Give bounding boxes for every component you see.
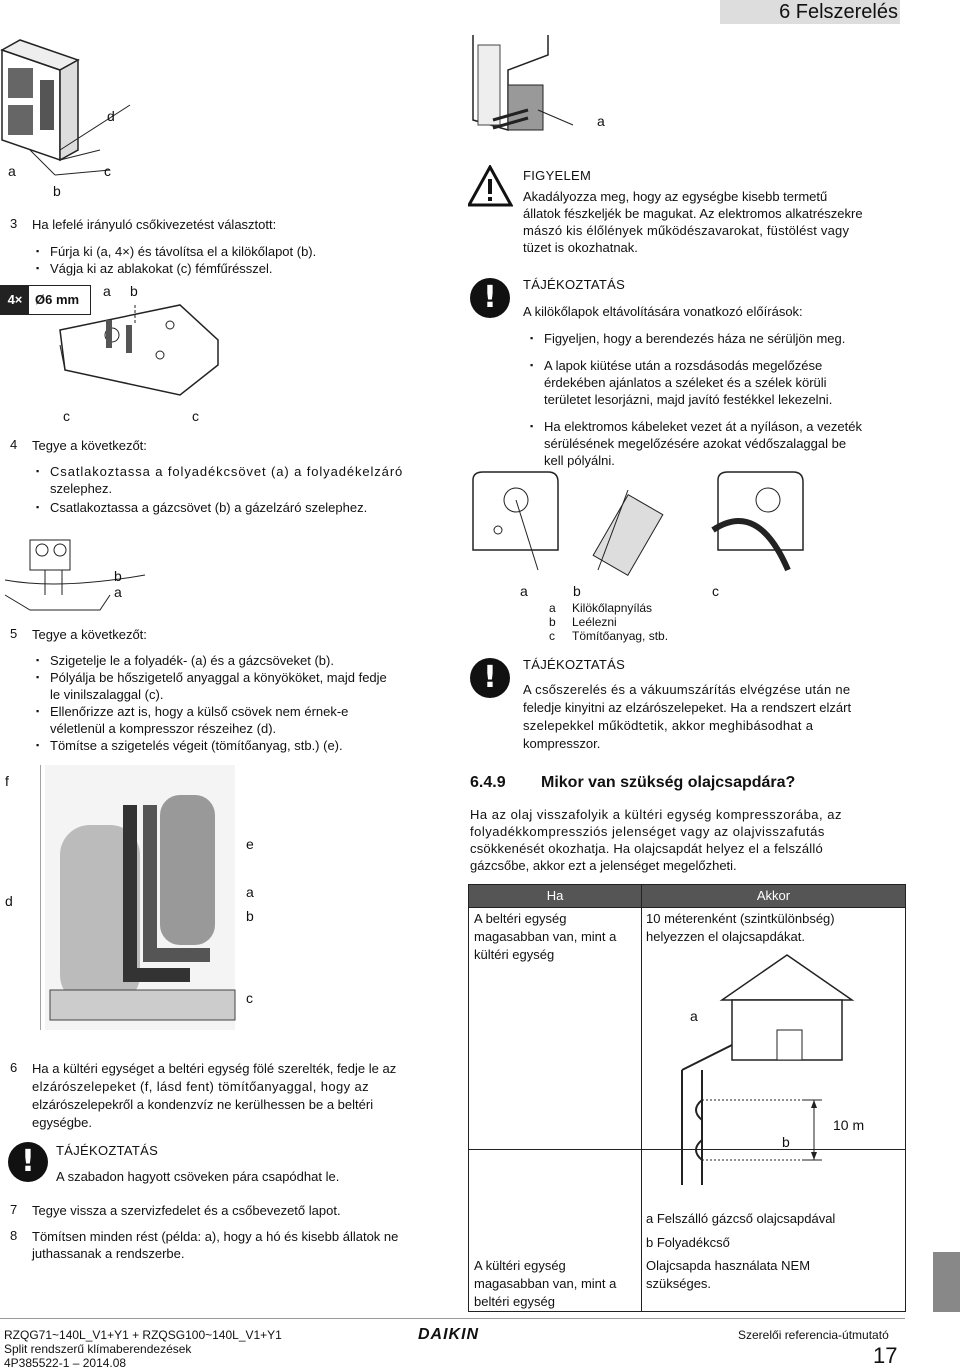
fig4-label-e: e — [246, 836, 254, 852]
footer-model: RZQG71~140L_V1+Y1 + RZQSG100~140L_V1+Y1 — [4, 1328, 282, 1342]
section-title: 6 Felszerelés — [779, 1, 898, 23]
fig1-label-c: c — [104, 163, 111, 179]
info-1-bullet-1: ▪ Figyeljen, hogy a berendezés háza ne sérüljön meg. — [544, 330, 845, 347]
row2-if-line-1: A kültéri egység — [474, 1258, 566, 1273]
fig4-label-a: a — [246, 884, 254, 900]
page-side-tab — [933, 1252, 960, 1312]
row1-if-line-3: kültéri egység — [474, 947, 555, 962]
knock-label-c: c — [712, 583, 719, 599]
info-1-bullet-3-line-2: sérülésének megelőzésére azokat védőszalaggal be — [544, 436, 847, 451]
oil-fig-label-a: a — [690, 1008, 698, 1024]
para-line-2: folyadékkompressziós jelenséget vagy az olajvisszafutás — [470, 824, 825, 839]
footer-doc-title: Szerelői referencia-útmutató — [738, 1328, 889, 1342]
step-5-line-6: ▪ Tömítse a szigetelés végeit (tömítőanyag, stb.) (e). — [50, 737, 343, 754]
para-line-4: gázcsőbe, akkor ezt a jelenséget megelőzheti. — [470, 858, 737, 873]
fig-top-label-a: a — [597, 113, 605, 129]
step-5-line-1: ▪ Szigetelje le a folyadék- (a) és a gázcsöveket (b). — [50, 652, 334, 669]
valve-connection-figure — [0, 535, 150, 615]
legend-val-c: Tömítőanyag, stb. — [572, 629, 669, 643]
info-1-text: A kilökőlapok eltávolítására vonatkozó előírások: — [523, 304, 803, 319]
step-6-line-1: Ha a kültéri egységet a beltéri egység fölé szerelték, fedje le az — [32, 1061, 397, 1076]
sealing-example-figure — [468, 30, 578, 140]
para-line-3: csökkenését okozhatja. Ha olajcsapdát helyez el a felszálló — [470, 841, 823, 856]
fig1-label-b: b — [53, 183, 61, 199]
step-8-number: 8 — [10, 1228, 18, 1243]
step-6-line-3: elzárószelepekről a kondenzvíz ne kerülhessen be a beltéri — [32, 1097, 374, 1112]
fig1-label-d: d — [107, 108, 115, 124]
fig2-label-c2: c — [192, 408, 199, 424]
legend-val-b: Leélezni — [572, 615, 617, 629]
row2-then-line-2: szükséges. — [646, 1276, 712, 1291]
step-7-text: Tegye vissza a szervizfedelet és a csőbevezető lapot. — [32, 1203, 341, 1218]
footer-series: Split rendszerű klímaberendezések — [4, 1342, 192, 1356]
row1-if-line-2: magasabban van, mint a — [474, 929, 617, 944]
info-3-text: A szabadon hagyott csöveken pára csapódhat le. — [56, 1169, 340, 1184]
step-5-number: 5 — [10, 626, 18, 641]
warning-line-1: Akadályozza meg, hogy az egységbe kisebb termetű — [523, 189, 828, 204]
info-1-bullet-2-line-3: területet lesorjázni, majd javító festékkel lekezelni. — [544, 392, 833, 407]
info-1-bullet-3-line-3: kell pólyálni. — [544, 453, 615, 468]
step-8-line-1: Tömítsen minden rést (példa: a), hogy a hó és kisebb állatok ne — [32, 1229, 399, 1244]
legend-key-a: a — [549, 601, 556, 615]
step-5-line-2: ▪ Pólyálja be hőszigetelő anyaggal a könyököket, majd fedje — [50, 669, 387, 686]
warning-line-2: állatok fészkeljék be magukat. Az elektromos alkatrészekre — [523, 206, 863, 221]
info-1-bullet-2-line-1: ▪ A lapok kiütése után a rozsdásodás megelőzése — [544, 357, 822, 374]
step-6-number: 6 — [10, 1060, 18, 1075]
step-5-line-4: ▪ Ellenőrizze azt is, hogy a külső csövek nem érnek-e — [50, 703, 348, 720]
knock-label-a: a — [520, 583, 528, 599]
base-plate-figure — [40, 300, 220, 405]
unit-knockout-figure — [0, 30, 160, 200]
fig4-label-d: d — [5, 893, 13, 909]
step-4-bullet-1 — [50, 463, 430, 480]
step-4-bullet-1-cont: szelephez. — [50, 481, 113, 496]
header-bar — [0, 0, 960, 24]
fig3-label-a: a — [114, 584, 122, 600]
oil-legend-b: b Folyadékcső — [646, 1235, 730, 1250]
table-header-divider — [469, 907, 905, 908]
fig1-label-a: a — [8, 163, 16, 179]
step-5-line-3: le vinilszalaggal (c). — [50, 687, 164, 702]
knock-label-b: b — [573, 583, 581, 599]
section-number: 6.4.9 — [470, 774, 506, 791]
step-4-bullet-2: ▪ Csatlakoztassa a gázcsövet (b) a gázelzáró szelephez. — [50, 499, 367, 516]
legend-val-a: Kilökőlapnyílás — [572, 601, 653, 615]
info-icon: ! — [470, 658, 510, 698]
oil-fig-label-b: b — [782, 1134, 790, 1150]
step-3-bullet-2: ▪ Vágja ki az ablakokat (c) fémfűrésszel. — [50, 260, 273, 277]
legend-key-b: b — [549, 615, 556, 629]
info-3-title: TÁJÉKOZTATÁS — [56, 1143, 159, 1158]
page-number: 17 — [873, 1343, 898, 1368]
oil-fig-dim: 10 m — [833, 1117, 865, 1133]
info-2-line-3: szelepekkel működtetik, akkor meghibásodhat a — [523, 718, 814, 733]
info-1-bullet-3-line-1: ▪ Ha elektromos kábeleket vezet át a nyíláson, a vezeték — [544, 418, 862, 435]
info-2-line-1: A csőszerelés és a vákuumszárítás elvégzése után ne — [523, 682, 851, 697]
footer-divider — [0, 1318, 905, 1319]
step-3-number: 3 — [10, 216, 18, 231]
table-header-then: Akkor — [642, 885, 905, 907]
step-4-number: 4 — [10, 437, 18, 452]
drill-diameter: Ø6 mm — [35, 292, 80, 307]
footer-brand-logo: DAIKIN — [418, 1326, 480, 1343]
row1-if-line-1: A beltéri egység — [474, 911, 567, 926]
para-line-1: Ha az olaj visszafolyik a kültéri egység kompresszorába, az — [470, 807, 842, 822]
section-heading: Mikor van szükség olajcsapdára? — [541, 774, 796, 791]
info-2-title: TÁJÉKOZTATÁS — [523, 657, 626, 672]
row2-if-line-3: beltéri egység — [474, 1294, 555, 1309]
step-7-number: 7 — [10, 1202, 18, 1217]
row2-if-line-2: magasabban van, mint a — [474, 1276, 617, 1291]
oil-legend-a: a Felszálló gázcső olajcsapdával — [646, 1211, 836, 1226]
legend-key-c: c — [549, 629, 555, 643]
knockout-hole-figure — [468, 470, 808, 580]
row1-then-line-1: 10 méterenként (szintkülönbség) — [646, 911, 835, 926]
info-icon: ! — [8, 1142, 48, 1182]
warning-title: FIGYELEM — [523, 168, 592, 183]
info-1-bullet-2-line-2: érdekében ajánlatos a széleket és a szélek körüli — [544, 375, 827, 390]
info-2-line-2: feledje kinyitni az elzárószelepeket. Ha a rendszert elzárt — [523, 700, 852, 715]
fig4-label-c: c — [246, 990, 253, 1006]
fig4-label-f: f — [5, 773, 9, 789]
drill-qty: 4× — [1, 286, 29, 314]
table-header-if: Ha — [469, 885, 641, 907]
step-6-line-2: elzárószelepeket (f, lásd fent) tömítőanyaggal, hogy az — [32, 1079, 370, 1094]
warning-line-3: mászó kis élőlények működészavarokat, füstölést vagy — [523, 223, 850, 238]
info-1-title: TÁJÉKOZTATÁS — [523, 277, 626, 292]
step-4-bullet-1-text: ▪ Csatlakoztassa a folyadékcsövet (a) a folyadékelzáró — [50, 464, 404, 479]
step-3-text: Ha lefelé irányuló csőkivezetést választott: — [32, 217, 277, 232]
step-3-bullet-1: ▪ Fúrja ki (a, 4×) és távolítsa el a kilökőlapot (b). — [50, 243, 316, 260]
step-5-text: Tegye a következőt: — [32, 627, 147, 642]
info-icon: ! — [470, 278, 510, 318]
fig4-label-b: b — [246, 908, 254, 924]
info-2-line-4: kompresszor. — [523, 736, 601, 751]
row1-then-line-2: helyezzen el olajcsapdákat. — [646, 929, 805, 944]
row2-then-line-1: Olajcsapda használata NEM — [646, 1258, 811, 1273]
fig2-label-b: b — [130, 283, 138, 299]
step-4-text: Tegye a következőt: — [32, 438, 147, 453]
fig2-label-c1: c — [63, 408, 70, 424]
oil-trap-figure — [642, 950, 902, 1210]
step-8-line-2: juthassanak a rendszerbe. — [32, 1246, 185, 1261]
step-5-line-5: véletlenül a kompresszor részeihez (d). — [50, 721, 277, 736]
fig2-label-a: a — [103, 283, 111, 299]
warning-icon — [468, 165, 513, 207]
fig3-label-b: b — [114, 568, 122, 584]
compressor-insulation-figure — [40, 765, 240, 1030]
footer-code: 4P385522-1 – 2014.08 — [4, 1356, 127, 1370]
step-6-line-4: egységbe. — [32, 1115, 92, 1130]
warning-line-4: tüzet is okozhatnak. — [523, 240, 638, 255]
